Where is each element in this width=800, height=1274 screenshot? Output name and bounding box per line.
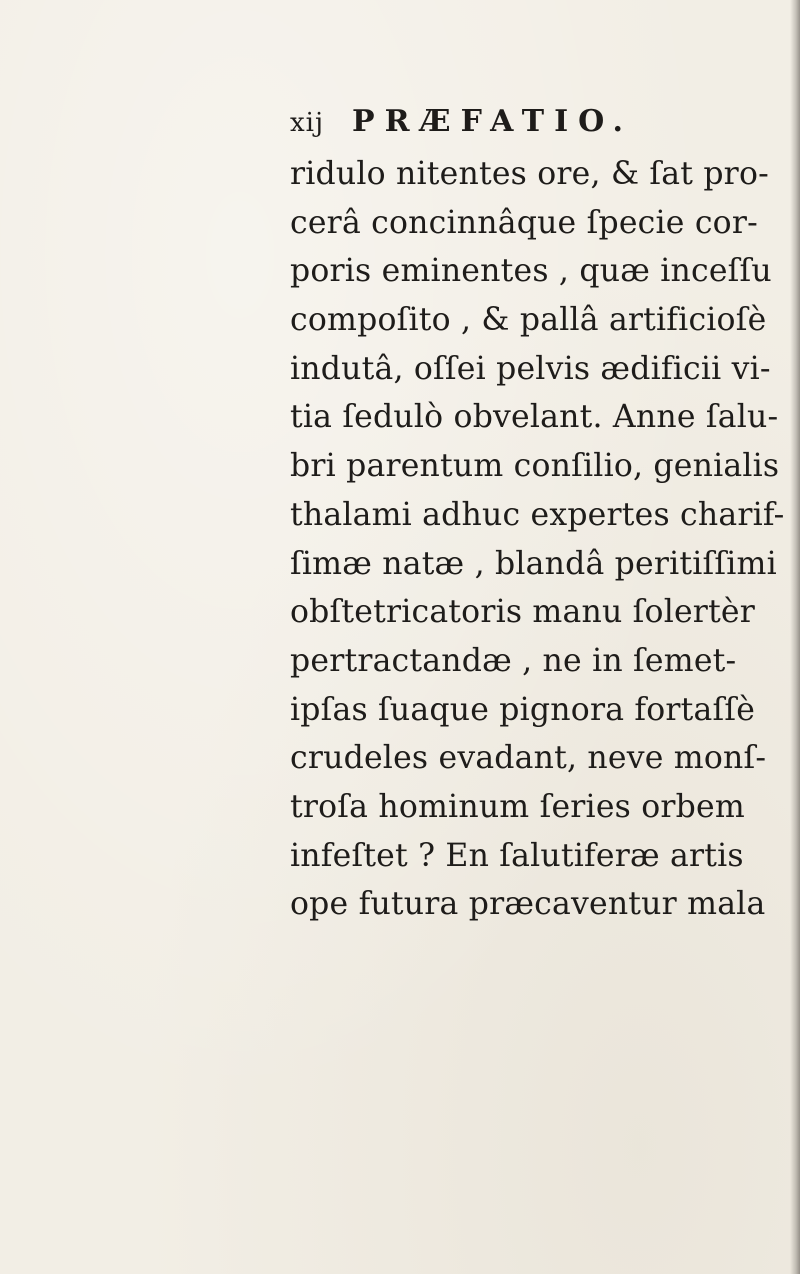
text-line: pertractandæ , ne in ſemet- xyxy=(290,642,737,679)
text-line: indutâ, oſſei pelvis ædificii vi- xyxy=(290,350,771,387)
text-line: bri parentum conſilio, genialis xyxy=(290,448,780,485)
text-line: obſtetricatoris manu ſolertèr xyxy=(290,594,756,631)
text-line: thalami adhuc expertes charif- xyxy=(290,496,785,533)
text-line: cerâ concinnâque ſpecie cor- xyxy=(290,204,758,241)
text-line: ipſas ſuaque pignora fortaſſè xyxy=(290,691,756,728)
page-header xyxy=(290,104,633,144)
page-edge-shadow xyxy=(790,0,800,1274)
text-line: crudeles evadant, neve monſ- xyxy=(290,740,767,777)
text-line: infeſtet ? En ſalutiferæ artis xyxy=(290,837,744,874)
text-line: ope futura præcaventur mala xyxy=(290,886,766,923)
text-line: ridulo nitentes ore, & ſat pro- xyxy=(290,156,769,192)
page-number: xij xyxy=(290,108,325,138)
text-line: ſimæ natæ , blandâ peritiſſimi xyxy=(290,545,777,582)
running-title: PRÆFATIO. xyxy=(352,104,633,139)
text-line: poris eminentes , quæ inceſſu xyxy=(290,253,772,290)
body-text xyxy=(290,150,785,929)
text-line: troſa hominum ſeries orbem xyxy=(290,788,745,825)
text-line: compoſito , & pallâ artificioſè xyxy=(290,302,767,339)
text-line: tia ſedulò obvelant. Anne ſalu- xyxy=(290,399,779,436)
